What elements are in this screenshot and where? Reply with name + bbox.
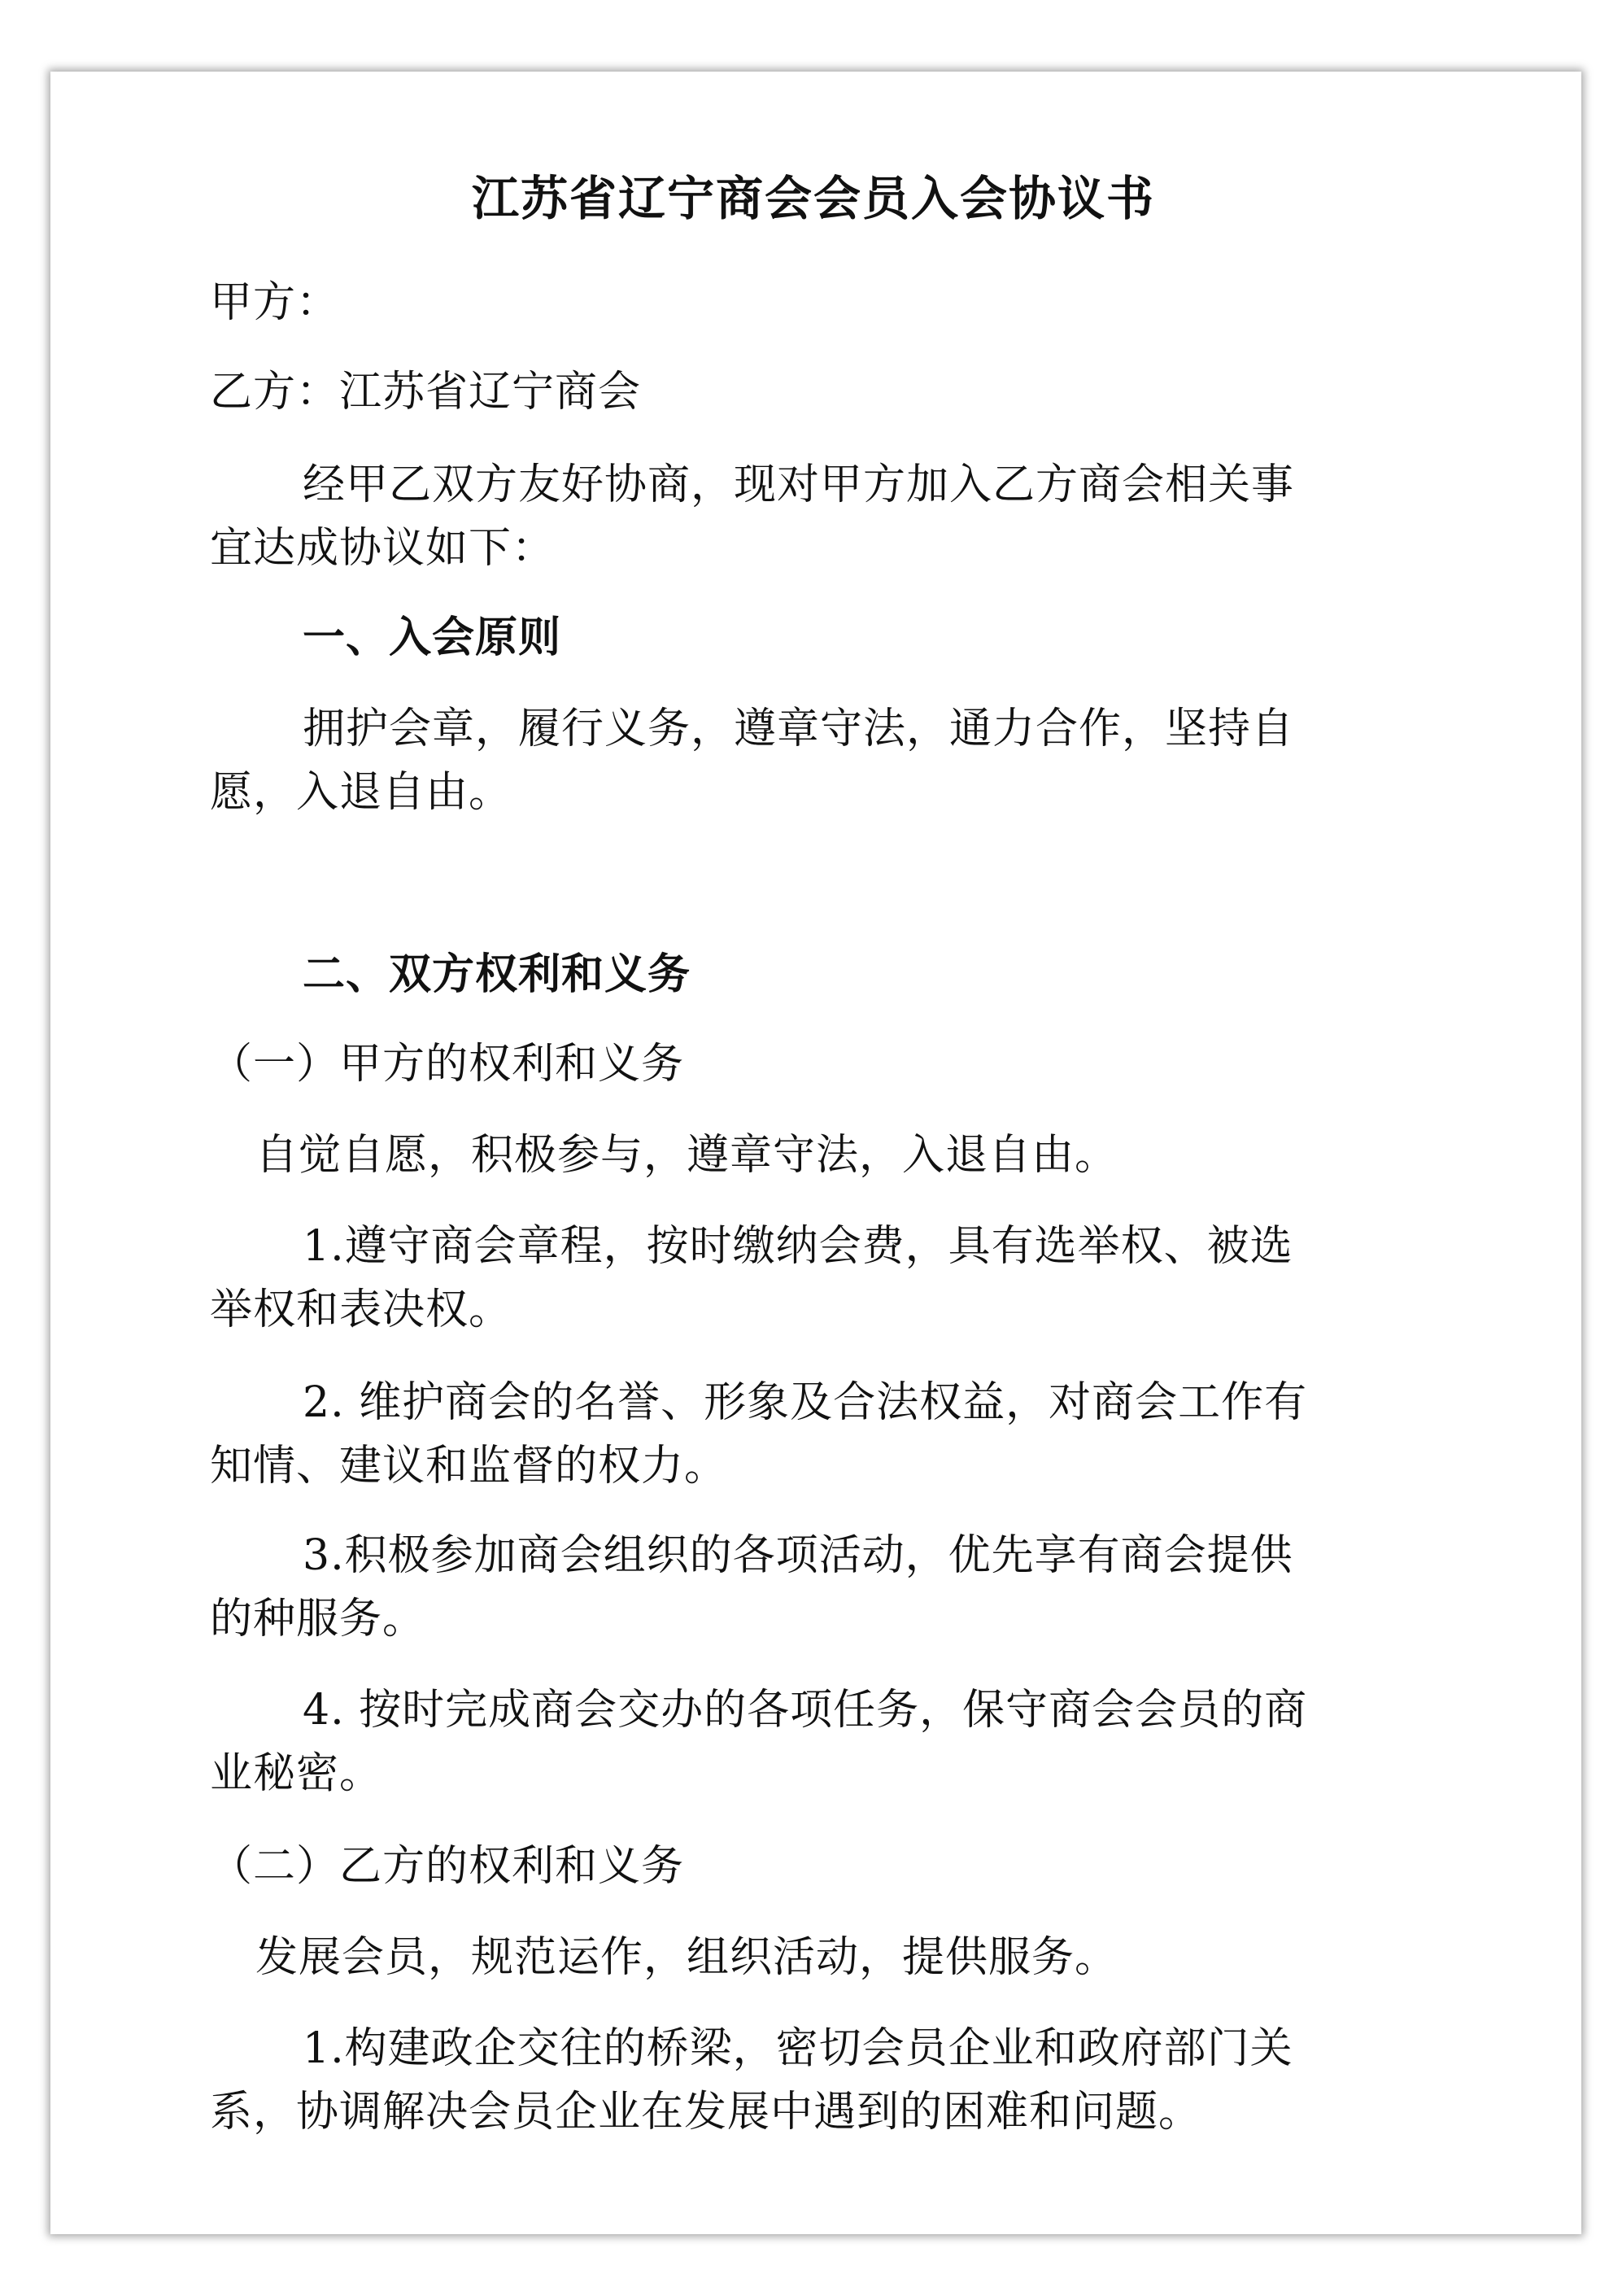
party-a-item-1-line-1: 1.遵守商会章程，按时缴纳会费，具有选举权、被选 [303, 1222, 1293, 1271]
party-a-item-3-line-1: 3.积极参加商会组织的各项活动，优先享有商会提供 [303, 1531, 1293, 1580]
party-b-item-1-line-1: 1.构建政企交往的桥梁，密切会员企业和政府部门关 [303, 2024, 1293, 2073]
party-b-subheading: （二）乙方的权利和义务 [210, 1842, 685, 1891]
party-a-item-2-line-2: 知情、建议和监督的权力。 [210, 1442, 728, 1491]
section-1-line-1: 拥护会章，履行义务，遵章守法，通力合作，坚持自 [303, 705, 1295, 753]
intro-line-1: 经甲乙双方友好协商，现对甲方加入乙方商会相关事 [303, 461, 1295, 509]
party-b-summary: 发展会员，规范运作，组织活动，提供服务。 [255, 1933, 1118, 1982]
party-a-item-4-line-1: 4. 按时完成商会交办的各项任务，保守商会会员的商 [303, 1686, 1308, 1735]
party-a-label: 甲方： [210, 278, 340, 327]
party-a-item-4-line-2: 业秘密。 [210, 1749, 383, 1798]
party-a-item-1-line-2: 举权和表决权。 [210, 1285, 512, 1334]
party-b-item-1-line-2: 系，协调解决会员企业在发展中遇到的困难和问题。 [210, 2088, 1202, 2137]
section-1-heading: 一、入会原则 [303, 613, 562, 662]
intro-line-2: 宜达成协议如下： [210, 524, 556, 573]
section-2-heading: 二、双方权利和义务 [303, 949, 691, 999]
section-1-line-2: 愿，入退自由。 [210, 768, 512, 817]
party-a-subheading: （一）甲方的权利和义务 [210, 1040, 685, 1089]
party-a-item-2-line-1: 2. 维护商会的名誉、形象及合法权益，对商会工作有 [303, 1378, 1308, 1427]
party-b-label: 乙方：江苏省辽宁商会 [210, 368, 642, 417]
party-a-item-3-line-2: 的种服务。 [210, 1595, 426, 1643]
party-a-summary: 自觉自愿，积极参与，遵章守法，入退自由。 [255, 1131, 1118, 1180]
document-title: 江苏省辽宁商会会员入会协议书 [472, 171, 1156, 226]
